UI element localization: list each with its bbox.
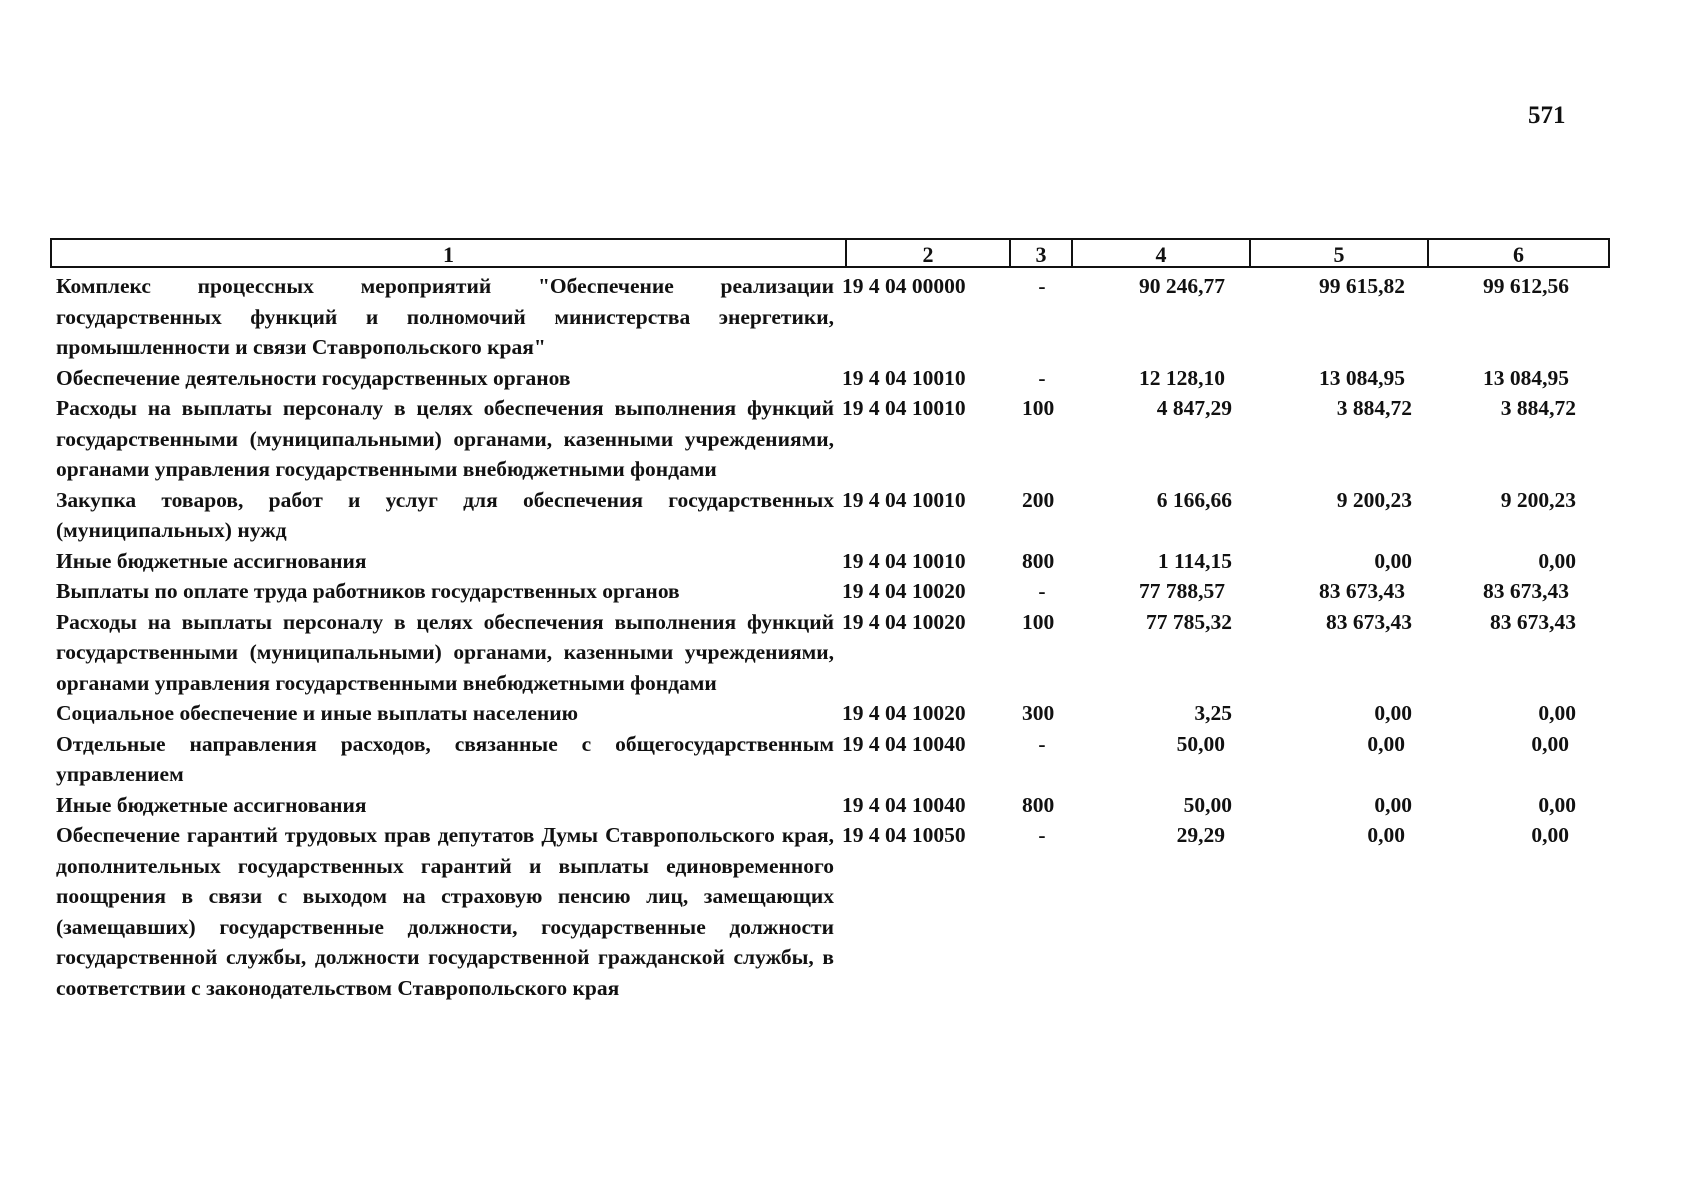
row-name: Отдельные направления расходов, связанные с общегосударственным управлением bbox=[56, 731, 834, 786]
row-code: 19 4 04 10020 bbox=[842, 701, 966, 725]
row-value-2: 0,00 bbox=[1367, 731, 1405, 756]
row-name: Расходы на выплаты персоналу в целях обеспечения выполнения функций государственными (муниципальными) органами, казенными учреждениями, органами управления государственными внебюджетными фондами bbox=[56, 609, 834, 695]
row-value-2: 83 673,43 bbox=[1326, 609, 1412, 634]
row-value-1: 77 785,32 bbox=[1146, 609, 1232, 634]
header-col-6: 6 bbox=[1513, 242, 1524, 267]
row-code: 19 4 04 10010 bbox=[842, 548, 966, 573]
row-value-2: 0,00 bbox=[1374, 548, 1412, 573]
table-row bbox=[56, 698, 1596, 729]
row-type: 800 bbox=[1022, 548, 1055, 573]
page-number: 571 bbox=[1528, 102, 1566, 129]
row-value-3: 9 200,23 bbox=[1500, 487, 1576, 512]
row-name: Иные бюджетные ассигнования bbox=[56, 548, 367, 573]
row-type: - bbox=[1038, 579, 1046, 603]
table-row bbox=[56, 576, 1596, 607]
row-value-2: 0,00 bbox=[1367, 823, 1405, 847]
row-code: 19 4 04 10010 bbox=[842, 487, 966, 512]
row-type: - bbox=[1038, 274, 1046, 298]
row-value-1: 1 114,15 bbox=[1157, 548, 1232, 573]
row-code: 19 4 04 10050 bbox=[842, 823, 966, 847]
row-value-1: 4 847,29 bbox=[1156, 396, 1232, 420]
header-col-2: 2 bbox=[847, 240, 1011, 266]
table-row bbox=[56, 363, 1596, 394]
row-value-2: 0,00 bbox=[1374, 701, 1412, 725]
table-row bbox=[56, 790, 1596, 821]
row-value-3: 0,00 bbox=[1538, 701, 1576, 725]
table-row bbox=[56, 729, 1596, 790]
row-type: - bbox=[1038, 731, 1046, 756]
row-value-1: 29,29 bbox=[1176, 823, 1225, 847]
table-row bbox=[56, 820, 1596, 1003]
row-value-1: 50,00 bbox=[1176, 731, 1225, 756]
row-value-1: 3,25 bbox=[1194, 701, 1232, 725]
row-type: 200 bbox=[1022, 487, 1055, 512]
row-name: Выплаты по оплате труда работников государственных органов bbox=[56, 579, 680, 603]
row-value-2: 83 673,43 bbox=[1319, 579, 1405, 603]
row-name: Обеспечение деятельности государственных органов bbox=[56, 365, 571, 390]
table-header bbox=[50, 238, 1610, 268]
row-value-2: 3 884,72 bbox=[1336, 396, 1412, 420]
row-code: 19 4 04 10010 bbox=[842, 365, 966, 390]
header-col-1: 1 bbox=[52, 240, 847, 266]
row-name: Социальное обеспечение и иные выплаты населению bbox=[56, 701, 579, 725]
row-value-3: 0,00 bbox=[1531, 731, 1569, 756]
row-value-3: 99 612,56 bbox=[1483, 274, 1569, 298]
table-row bbox=[56, 485, 1596, 546]
header-col-5: 5 bbox=[1251, 240, 1429, 266]
header-col-4: 4 bbox=[1073, 240, 1251, 266]
row-type: 800 bbox=[1022, 792, 1055, 817]
row-code: 19 4 04 10010 bbox=[842, 396, 966, 420]
row-value-1: 90 246,77 bbox=[1139, 274, 1225, 298]
row-code: 19 4 04 10040 bbox=[842, 731, 966, 756]
row-name: Обеспечение гарантий трудовых прав депутатов Думы Ставропольского края, дополнительных государственных гарантий и выплаты единовременного поощрения в связи с выходом на страховую пенсию лиц, замещающих (замещавших) государственные должности, государственные должности государственной службы, должности государственной гражданской службы, в соответствии с законодательством Ставропольского края bbox=[56, 823, 834, 1000]
row-type: 300 bbox=[1022, 701, 1055, 725]
row-name: Иные бюджетные ассигнования bbox=[56, 792, 367, 817]
table-body bbox=[56, 271, 1596, 1003]
row-type: - bbox=[1038, 365, 1046, 390]
row-value-3: 83 673,43 bbox=[1490, 609, 1576, 634]
row-value-3: 0,00 bbox=[1531, 823, 1569, 847]
row-code: 19 4 04 10020 bbox=[842, 579, 966, 603]
row-code: 19 4 04 00000 bbox=[842, 274, 966, 298]
row-name: Расходы на выплаты персоналу в целях обеспечения выполнения функций государственными (муниципальными) органами, казенными учреждениями, органами управления государственными внебюджетными фондами bbox=[56, 396, 834, 481]
row-value-1: 6 166,66 bbox=[1156, 487, 1232, 512]
row-value-2: 0,00 bbox=[1374, 792, 1412, 817]
table-row bbox=[56, 546, 1596, 577]
row-value-3: 3 884,72 bbox=[1500, 396, 1576, 420]
row-value-2: 13 084,95 bbox=[1319, 365, 1405, 390]
row-type: 100 bbox=[1022, 396, 1055, 420]
row-name: Комплекс процессных мероприятий "Обеспечение реализации государственных функций и полномочий министерства энергетики, промышленности и связи Ставропольского края" bbox=[56, 274, 834, 359]
row-value-3: 0,00 bbox=[1538, 548, 1576, 573]
row-value-3: 0,00 bbox=[1538, 792, 1576, 817]
row-value-1: 77 788,57 bbox=[1139, 579, 1225, 603]
row-value-1: 50,00 bbox=[1183, 792, 1232, 817]
row-value-3: 13 084,95 bbox=[1483, 365, 1569, 390]
table-row bbox=[56, 393, 1596, 485]
row-type: 100 bbox=[1022, 609, 1055, 634]
header-col-3: 3 bbox=[1011, 240, 1073, 266]
row-type: - bbox=[1038, 823, 1046, 847]
row-value-3: 83 673,43 bbox=[1483, 579, 1569, 603]
row-name: Закупка товаров, работ и услуг для обеспечения государственных (муниципальных) нужд bbox=[56, 487, 834, 542]
table-row bbox=[56, 607, 1596, 699]
row-value-1: 12 128,10 bbox=[1139, 365, 1225, 390]
table-row bbox=[56, 271, 1596, 363]
row-value-2: 99 615,82 bbox=[1319, 274, 1405, 298]
row-code: 19 4 04 10020 bbox=[842, 609, 966, 634]
row-value-2: 9 200,23 bbox=[1336, 487, 1412, 512]
row-code: 19 4 04 10040 bbox=[842, 792, 966, 817]
